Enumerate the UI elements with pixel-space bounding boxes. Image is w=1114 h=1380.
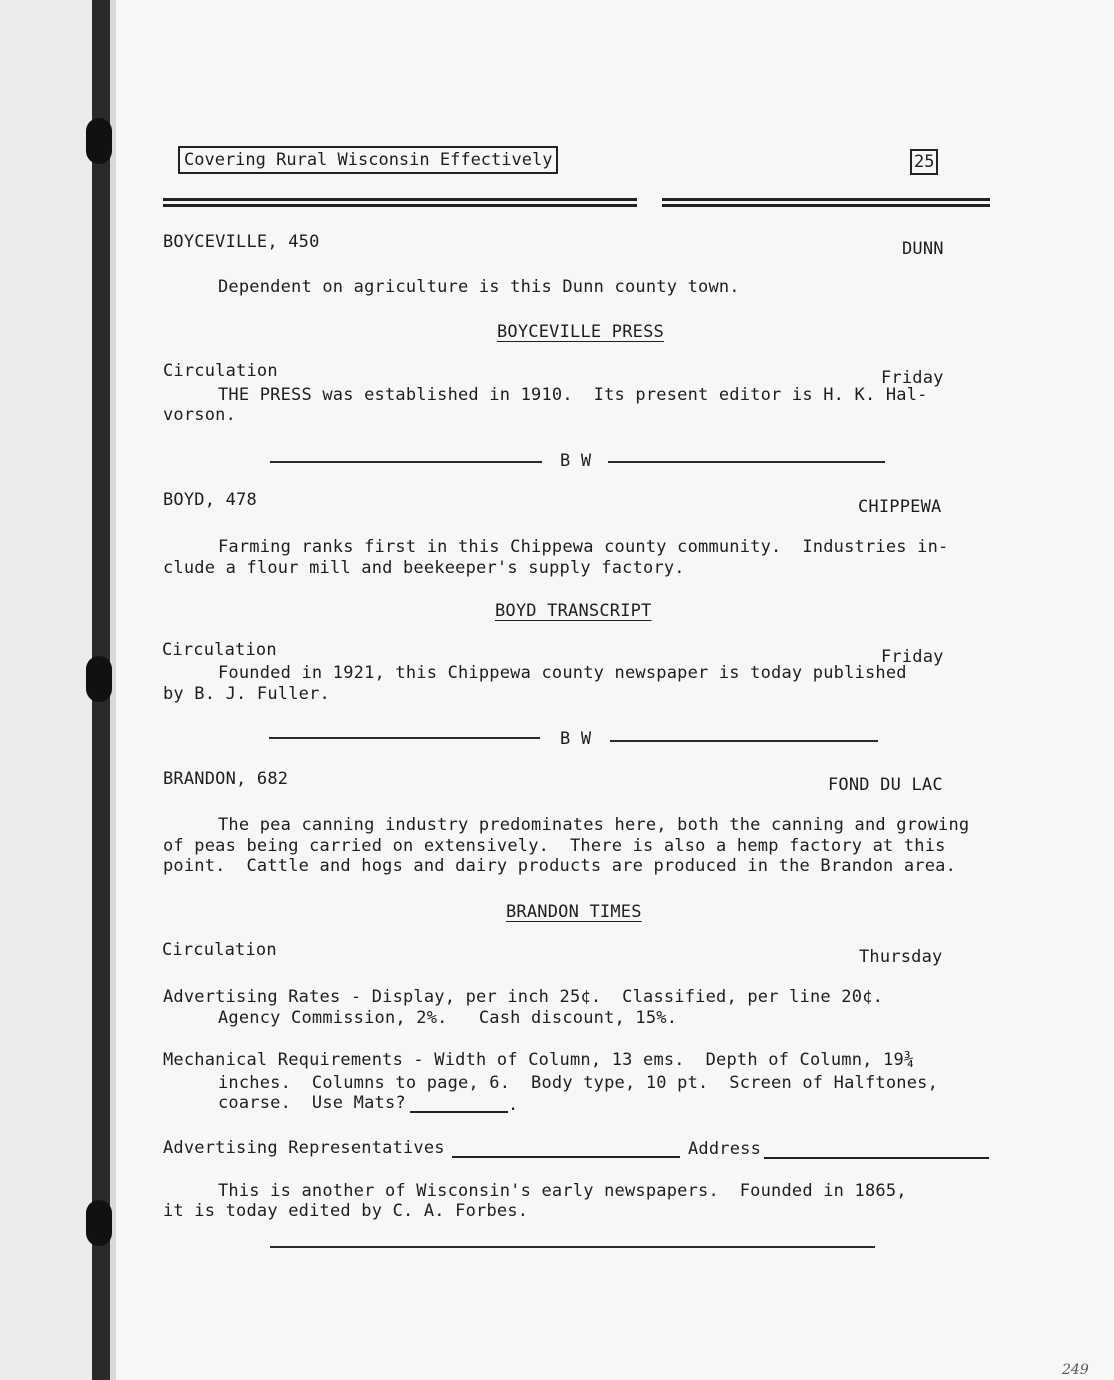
- page-number: 25: [910, 149, 938, 175]
- note-line: vorson.: [163, 405, 237, 425]
- header-rule: [662, 198, 990, 210]
- publication-day: Thursday: [859, 947, 943, 967]
- address-blank: [764, 1157, 989, 1159]
- description-line: clude a flour mill and beekeeper's supply factory.: [163, 558, 685, 578]
- margin-note: 249: [1062, 1362, 1089, 1378]
- publication-day: Friday: [881, 368, 944, 388]
- separator-rule: [608, 461, 885, 463]
- address-label: Address: [688, 1139, 762, 1159]
- note-line: Founded in 1921, this Chippewa county newspaper is today published: [218, 663, 907, 683]
- note-line: by B. J. Fuller.: [163, 684, 330, 704]
- county-name: FOND DU LAC: [828, 775, 943, 795]
- representatives-blank: [452, 1156, 680, 1158]
- advertising-rates-line: Advertising Rates - Display, per inch 25¢. Classified, per line 20¢.: [163, 987, 884, 1007]
- publication-day: Friday: [881, 647, 944, 667]
- use-mats-blank: [410, 1111, 508, 1113]
- page-title: Covering Rural Wisconsin Effectively: [178, 146, 558, 174]
- circulation-label: Circulation: [162, 940, 277, 960]
- representatives-label: Advertising Representatives: [163, 1138, 445, 1158]
- town-name: BOYCEVILLE, 450: [163, 232, 320, 252]
- separator-rule: [269, 737, 540, 739]
- county-name: CHIPPEWA: [858, 497, 942, 517]
- note-line: THE PRESS was established in 1910. Its present editor is H. K. Hal-: [218, 385, 928, 405]
- circulation-label: Circulation: [163, 361, 278, 381]
- facing-page-edge: [0, 0, 92, 1380]
- mechanical-requirements-line: Mechanical Requirements - Width of Column, 13 ems. Depth of Column, 19¾: [163, 1050, 915, 1070]
- mechanical-requirements-line: coarse. Use Mats?: [218, 1093, 406, 1113]
- note-line: it is today edited by C. A. Forbes.: [163, 1201, 529, 1221]
- binder-ring-icon: [86, 1200, 112, 1246]
- newspaper-title: BOYD TRANSCRIPT: [495, 601, 652, 621]
- blank-terminator: .: [508, 1095, 519, 1115]
- description-line: Farming ranks first in this Chippewa county community. Industries in-: [218, 537, 949, 557]
- advertising-rates-line: Agency Commission, 2%. Cash discount, 15%.: [218, 1008, 678, 1028]
- description-line: The pea canning industry predominates here, both the canning and growing: [218, 815, 970, 835]
- separator-rule: [270, 461, 542, 463]
- end-rule: [270, 1246, 875, 1248]
- mechanical-requirements-line: inches. Columns to page, 6. Body type, 10 pt. Screen of Halftones,: [218, 1073, 939, 1093]
- description-line: of peas being carried on extensively. There is also a hemp factory at this: [163, 836, 946, 856]
- separator-rule: [610, 740, 878, 742]
- county-name: DUNN: [902, 239, 944, 259]
- town-name: BOYD, 478: [163, 490, 257, 510]
- circulation-label: Circulation: [162, 640, 277, 660]
- separator-mark: B W: [560, 451, 592, 471]
- header-rule: [163, 198, 637, 210]
- separator-mark: B W: [560, 729, 592, 749]
- town-name: BRANDON, 682: [163, 769, 289, 789]
- newspaper-title: BOYCEVILLE PRESS: [497, 322, 664, 342]
- binder-ring-icon: [86, 656, 112, 702]
- description-line: point. Cattle and hogs and dairy products are produced in the Brandon area.: [163, 856, 957, 876]
- binder-ring-icon: [86, 118, 112, 164]
- note-line: This is another of Wisconsin's early newspapers. Founded in 1865,: [218, 1181, 907, 1201]
- description-line: Dependent on agriculture is this Dunn county town.: [218, 277, 740, 297]
- newspaper-title: BRANDON TIMES: [506, 902, 642, 922]
